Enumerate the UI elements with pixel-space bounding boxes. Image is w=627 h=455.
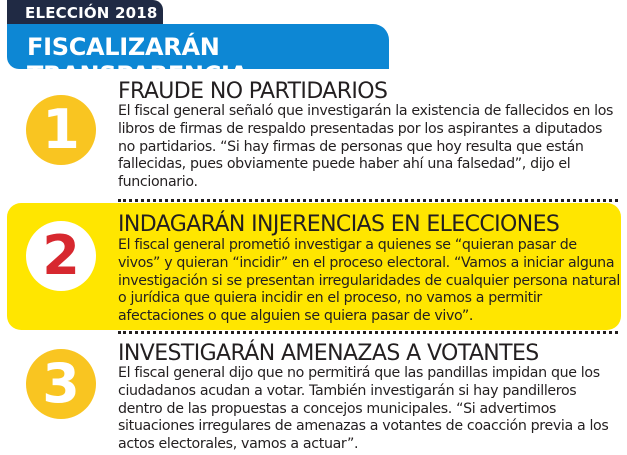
section-kicker bbox=[7, 0, 163, 24]
number-badge-3 bbox=[26, 349, 96, 419]
item-title-2: INDAGARÁN INJERENCIAS EN ELECCIONES bbox=[118, 212, 560, 237]
kicker-label: ELECCIÓN 2018 bbox=[25, 4, 158, 22]
headline-banner bbox=[7, 24, 389, 89]
number-label-1: 1 bbox=[42, 98, 80, 161]
divider-dots-1 bbox=[118, 199, 618, 202]
headline-title: FISCALIZARÁN TRANSPARENCIA bbox=[27, 33, 248, 89]
number-label-3: 3 bbox=[42, 352, 80, 415]
item-title-3: INVESTIGARÁN AMENAZAS A VOTANTES bbox=[118, 341, 539, 366]
item-body-3: El fiscal general dijo que no permitirá que las pandillas impidan que los ciudadanos acudan a votar. También investigarán si hay pandilleros dentro de las propuestas a concejos municipales. “Si advertimos situaciones irregulares de amenazas a votantes de coacción previa a los actos electorales, vamos a actuar”. bbox=[118, 365, 609, 453]
number-badge-2 bbox=[26, 221, 96, 291]
item-title-1: FRAUDE NO PARTIDARIOS bbox=[118, 79, 388, 104]
number-badge-1 bbox=[26, 95, 96, 165]
number-label-2: 2 bbox=[42, 224, 80, 287]
item-body-2: El fiscal general prometió investigar a quienes se “quieran pasar de vivos” y quieran “incidir” en el proceso electoral. “Vamos a iniciar alguna investigación si se presentan irregularidades de cualquier persona natural o jurídica que quiera incidir en el proceso, no vamos a permitir afectaciones o que alguien se quiera pasar de vivo”. bbox=[118, 237, 621, 325]
divider-dots-2 bbox=[118, 331, 618, 334]
item-body-1: El fiscal general señaló que investigarán la existencia de fallecidos en los libros de firmas de respaldo presentadas por los aspirantes a diputados no partidarios. “Si hay firmas de personas que hoy resulta que están fallecidas, pues obviamente puede haber ahí una falsedad”, dijo el funcionario. bbox=[118, 103, 614, 191]
